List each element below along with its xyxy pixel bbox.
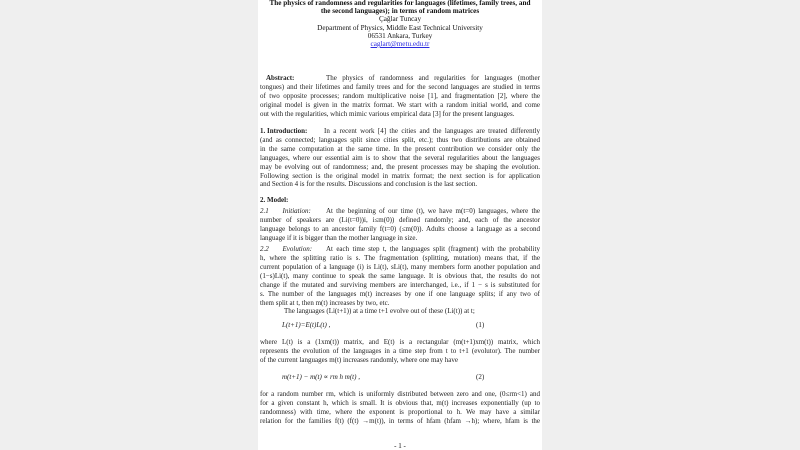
s22-line: s. The number of the languages m(t) increases by one if one language splits; if any two of [260, 290, 540, 298]
intro-line: in the same computation at the same time. In the present contribution we consider only the [260, 145, 540, 153]
abstract-line: out with the regularities, which mimic various empirical data [3] for the present languages. [260, 110, 515, 118]
equation-1: L(t+1)=E(t)L(t) , [282, 321, 331, 329]
after-eq2-line: relation for the families f(t) (f(t) →m(t)), in terms of hfam (hfam →h); where, hfam is the [260, 417, 540, 425]
s22-line: The languages (Li(t+1)) at a time t+1 evolve out of these (Li(t)) at t; [284, 307, 475, 315]
equation-2-number: (2) [476, 373, 485, 381]
intro-line: and Section 4 is for the results. Discussions and conclusion is the last section. [260, 180, 478, 188]
s22-line: current population of a language (i) is Li(t), sLi(t), many members form another population and [260, 263, 540, 271]
intro-line: may be evolving out of randomness; and, the present processes may be shaping the evolution. [260, 163, 540, 171]
after-eq2-line: for a given constant h, which is small. It is obvious that, m(t) increases exponentially (up to [260, 399, 540, 407]
s22-first-line [260, 245, 540, 253]
page-number: - 1 - [394, 442, 406, 450]
s21-number: 2.1 [260, 207, 269, 215]
abstract-line: tongues) and their lifetimes and family trees and for the second languages are studied in terms [260, 83, 540, 91]
affiliation: Department of Physics, Middle East Technical University [317, 24, 483, 32]
equation-1-number: (1) [476, 321, 485, 329]
after-eq1-line: represents the evolution of the languages in a time step from t to t+1 (evolutor). The number [260, 347, 540, 355]
s21-first-line [260, 207, 540, 215]
s22-line: h, where the splitting ratio is s. The fragmentation (splitting, mutation) means that, if the [260, 254, 540, 262]
s22-line: change if the mutated and surviving members are interchanged, i.e., if 1 − s is substituted for [260, 281, 540, 289]
abstract-line: of two opposite processes; random multiplicative noise [1], and fragmentation [2], where the [260, 92, 540, 100]
intro-first-line [260, 127, 540, 135]
intro-line: languages, where our essential aim is to show that the several regularities about the languages [260, 154, 540, 162]
s21-line: number of speakers are (Li(t=0))i, i≤m(0)) defined randomly; and, each of the ancestor [260, 216, 540, 224]
address: 06531 Ankara, Turkey [367, 32, 433, 40]
title-line-2: the second languages); in terms of random matrices [320, 7, 480, 15]
after-eq2-line: for a random number rm, which is uniformly distributed between zero and one, (0≤rm<1) and [260, 390, 540, 398]
after-eq1-line: of the current languages m(t) increases randomly, where one may have [260, 356, 458, 364]
s21-first-text: At the beginning of our time (t), we have m(t=0) languages, where the [326, 207, 540, 215]
s22-name: Evolution: [282, 245, 313, 253]
abstract-label: Abstract: [266, 74, 295, 82]
after-eq1-line: where L(t) is a (1xm(t)) matrix, and E(t) is a rectangular (m(t+1)xm(t)) matrix, which [260, 338, 540, 346]
s21-line: language belongs to an ancestor family f(t=0) (≤m(0)). Adults choose a language as a second [260, 225, 540, 233]
model-heading: 2. Model: [260, 196, 289, 204]
paper-page [258, 0, 542, 450]
intro-first-text: In a recent work [4] the cities and the languages are treated differently [324, 127, 540, 135]
abstract-line: original model is given in the matrix format. We start with a random initial world, and come [260, 101, 540, 109]
s22-first-text: At each time step t, the languages split (fragment) with the probability [326, 245, 540, 253]
s21-line: language if it is bigger than the mother language in size. [260, 234, 418, 242]
s22-number: 2.2 [260, 245, 269, 253]
equation-2: m(t+1) − m(t) ∝ rm h m(t) , [282, 373, 360, 381]
email-line [258, 40, 542, 48]
intro-line: Following section is the original model in matrix format; the next section is for application [260, 172, 540, 180]
abstract-first-line [260, 74, 540, 82]
after-eq2-line: randomness) with time, where the exponent is proportional to h. We may have a similar [260, 408, 540, 416]
author: Çağlar Tuncay [378, 15, 422, 23]
s22-line: them split at t, then m(t) increases by two, etc. [260, 299, 390, 307]
intro-line: (and as connected; languages split since cities split, etc.); thus two distributions are obtained [260, 136, 540, 144]
title-line-1: The physics of randomness and regularities for languages (lifetimes, family trees, and [269, 0, 531, 7]
abstract-first-text: The physics of randomness and regularities for languages (mother [326, 74, 540, 82]
intro-heading: 1. Introduction: [260, 127, 308, 135]
email-link[interactable]: caglart@metu.edu.tr [370, 40, 430, 48]
s21-name: Initiation: [282, 207, 311, 215]
s22-line: (1−s)Li(t), many continue to speak the same language. It is obvious that, the results do not [260, 272, 540, 280]
